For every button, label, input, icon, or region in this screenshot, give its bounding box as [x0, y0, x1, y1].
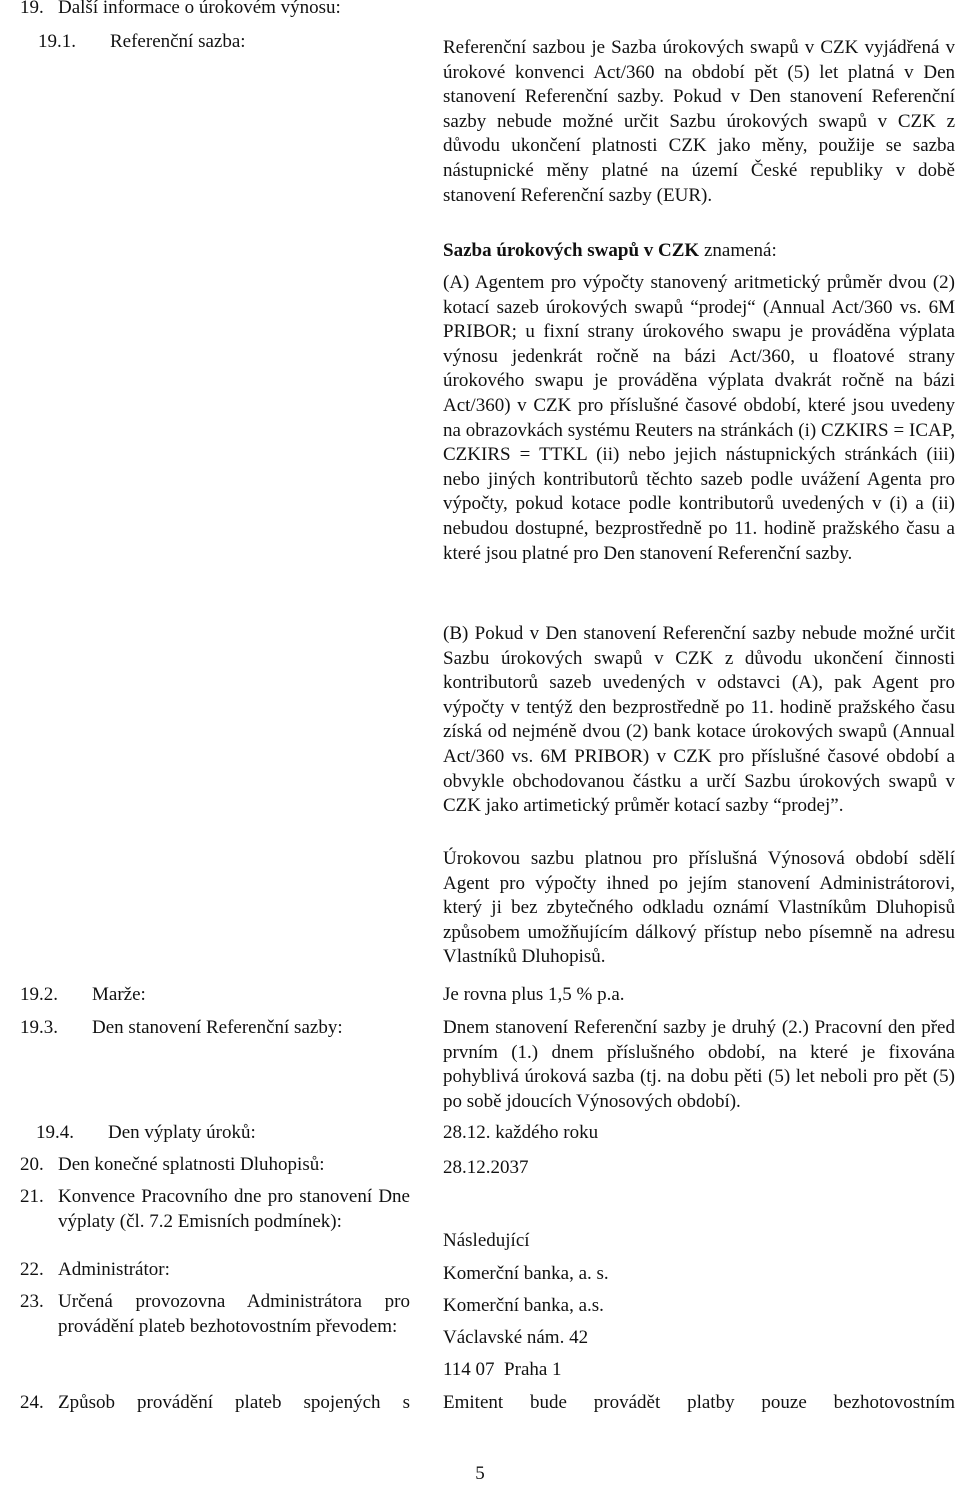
office-city: 114 07 Praha 1	[443, 1359, 562, 1381]
page-number: 5	[475, 1463, 485, 1484]
swap-rate-term: Sazba úrokových swapů v CZK	[443, 240, 700, 261]
section-label: Určená provozovna Administrátora pro provádění plateb bezhotovostním převodem:	[58, 1291, 410, 1337]
payment-method-value: Emitent bude provádět platby pouze bezhotovostním	[443, 1392, 955, 1413]
section-number: 24.	[20, 1392, 44, 1413]
section-label: Konvence Pracovního dne pro stanovení Dne výplaty (čl. 7.2 Emisních podmínek):	[58, 1186, 410, 1232]
paragraph-a	[443, 271, 955, 566]
margin-value: Je rovna plus 1,5 % p.a.	[443, 984, 625, 1005]
label-19-3	[20, 1016, 410, 1041]
maturity-date-value: 28.12.2037	[443, 1157, 529, 1178]
office-name: Komerční banka, a.s.	[443, 1295, 604, 1316]
section-number: 20.	[20, 1154, 44, 1175]
office-address	[443, 1294, 955, 1383]
subsection-label: Referenční sazba:	[110, 31, 246, 52]
subsection-number: 19.4.	[36, 1122, 74, 1143]
section-label: Administrátor:	[58, 1259, 170, 1280]
business-day-convention-value: Následující	[443, 1230, 530, 1251]
swap-rate-means: znamená:	[699, 240, 777, 261]
reference-date-value: Dnem stanovení Referenční sazby je druhý (2.) Pracovní den před prvním (1.) dnem příslušného období, na které je fixována pohyblivá úroková sazba (tj. na dobu pěti (5) let neboli pro pět (5) po sobě jdoucích Výnosových období).	[443, 1017, 955, 1112]
paragraph-b	[443, 622, 955, 819]
subsection-label: Marže:	[92, 984, 146, 1005]
section-label: Den konečné splatnosti Dluhopisů:	[58, 1154, 325, 1175]
section-19-heading	[20, 0, 920, 21]
label-24	[20, 1391, 410, 1416]
label-20	[20, 1153, 410, 1178]
subsection-number: 19.1.	[38, 31, 76, 52]
interest-payment-date-value: 28.12. každého roku	[443, 1122, 599, 1143]
reference-rate-paragraph: Referenční sazbou je Sazba úrokových swapů v CZK vyjádřená v úrokové konvenci Act/360 na období pět (5) let platná v Den stanovení Referenční sazby. Pokud v Den stanovení Referenční sazby nebude možné určit Sazbu úrokových swapů v CZK z důvodu ukončení platnosti CZK jako měny, použije se sazba nástupnické měny platné na území České republiky v době stanovení Referenční sazby (EUR).	[443, 37, 955, 206]
label-19-4	[20, 1121, 410, 1146]
section-label: Způsob provádění plateb spojených s	[58, 1392, 410, 1413]
subsection-label: Den stanovení Referenční sazby:	[92, 1017, 343, 1038]
subsection-number: 19.3.	[20, 1017, 58, 1038]
section-number: 22.	[20, 1259, 44, 1280]
section-number: 23.	[20, 1291, 44, 1312]
label-23	[20, 1290, 410, 1339]
subsection-number: 19.2.	[20, 984, 58, 1005]
subsection-label: Den výplaty úroků:	[108, 1122, 256, 1143]
reference-rate-definition	[443, 36, 955, 208]
label-19-2	[20, 983, 410, 1008]
label-21	[20, 1185, 410, 1234]
paragraph-b-text: (B) Pokud v Den stanovení Referenční sazby nebude možné určit Sazbu úrokových swapů v CZK z důvodu ukončení činnosti kontributorů sazeb uvedených v odstavci (A), pak Agent pro výpočty v tentýž den bezprostředně po 11. hodině pražského času získá od nejméně dvou (2) bank kotace úrokových swapů (Annual Act/360 vs. 6M PRIBOR) v CZK pro příslušné časové období a obvykle obchodovanou částku a určí Sazbu úrokových swapů v CZK jako artimetický průměr kotací sazby “prodej”.	[443, 623, 955, 817]
swap-rate-heading	[443, 239, 955, 264]
rate-notification	[443, 847, 955, 970]
paragraph-a-text: (A) Agentem pro výpočty stanovený aritmetický průměr dvou (2) kotací sazeb úrokových swapů “prodej“ (Annual Act/360 vs. 6M PRIBOR; u fixní strany úrokového swapu je prováděna výplata výnosu jedenkrát ročně na bázi Act/360, u floatové strany úrokového swapu je prováděna výplata dvakrát ročně na bázi Act/360) v CZK pro příslušné časové období, které jsou uvedeny na obrazovkách systému Reuters na stránkách (i) CZKIRS = ICAP, CZKIRS = TTKL (ii) nebo jejich nástupnických stránkách (iii) nebo jiných kontributorů těchto sazeb podle uvážení Agenta pro výpočty, pokud kotace podle kontributorů uvedených v (i) a (ii) nebudou dostupné, bezprostředně po 11. hodině pražského času a které jsou platné pro Den stanovení Referenční sazby.	[443, 272, 955, 564]
label-22	[20, 1258, 410, 1283]
section-number: 21.	[20, 1186, 44, 1207]
administrator-value: Komerční banka, a. s.	[443, 1263, 609, 1284]
label-19-1	[20, 30, 410, 55]
section-number: 19.	[20, 0, 44, 18]
rate-notification-text: Úrokovou sazbu platnou pro příslušná Výnosová období sdělí Agent pro výpočty ihned po jejím stanovení Administrátorovi, který ji bez zbytečného odkladu oznámí Vlastníkům Dluhopisů způsobem umožňujícím dálkový přístup nebo písemně na adresu Vlastníků Dluhopisů.	[443, 848, 955, 968]
office-street: Václavské nám. 42	[443, 1327, 589, 1349]
section-title: Další informace o úrokovém výnosu:	[58, 0, 341, 18]
